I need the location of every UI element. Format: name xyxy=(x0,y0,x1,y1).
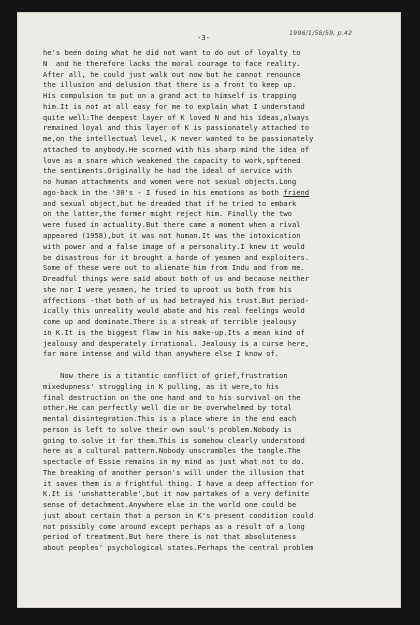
text-line: mixedupness' struggling in K pulling, as it were,to his xyxy=(43,381,280,391)
text-line: on the latter,the former might reject him. Finally the two xyxy=(43,209,292,219)
text-line: After all, he could just walk out now but he cannot renounce xyxy=(43,69,301,79)
archive-reference-note: 1996/1/58/59, p.42 xyxy=(289,29,353,37)
paragraph-2 xyxy=(43,371,393,554)
underlined-word: friend xyxy=(283,187,310,197)
letter-body xyxy=(43,48,393,554)
text-line: and sexual object,but he dreaded that if he tried to embark xyxy=(43,198,297,208)
page-number: -3- xyxy=(197,33,210,42)
text-line: K.It is 'unshatterable',but it now partakes of a very definite xyxy=(43,489,310,499)
text-line: Some of these were out to alienate him from Indu and from me. xyxy=(43,263,305,273)
text-line: ically this unreality would abate and his real feelings would xyxy=(43,306,305,316)
text-line: The breaking of another person's will under the illusion that xyxy=(43,467,305,477)
text-line: affections -that both of us had betrayed his trust.But period- xyxy=(43,295,310,305)
paragraph-gap xyxy=(43,360,393,371)
text-line: final destruction on the one hand and to his survival on the xyxy=(43,392,301,402)
text-line: ago-back in the '30's - I fused in his emotions as both friend xyxy=(43,187,310,197)
text-line: remained loyal and this layer of K is passionately attached to xyxy=(43,123,310,133)
text-line: the illusion and delusion that there is a front to keep up. xyxy=(43,80,297,90)
text-line: me,on the intellectual level, K never wanted to be passionately xyxy=(43,134,314,144)
text-line: it saves them is a frightful thing. I have a deep affection for xyxy=(43,478,314,488)
text-line: person is left to solve their own soul's problem.Nobody is xyxy=(43,424,292,434)
text-line: sense of detachment.Anywhere else in the world one could be xyxy=(43,500,297,510)
text-line: other.He can perfectly well die or be overwhelmed by total xyxy=(43,403,292,413)
text-line: far more intense and wild than anywhere else I know of. xyxy=(43,349,280,359)
text-line: him.It is not at all easy for me to explain what I understand xyxy=(43,101,305,111)
text-line: quite well:The deepest layer of K loved N and his ideas,always xyxy=(43,112,310,122)
text-line: Dreadful things were said about both of us and because neither xyxy=(43,274,310,284)
text-line: love as a snare which weakened the capacity to work,spftened xyxy=(43,155,301,165)
text-line: spectacle of Essie remains in my mind as just what not to do. xyxy=(43,457,305,467)
text-line: come up and dominate.There is a streak of terrible jealousy xyxy=(43,317,297,327)
text-line: not possibly come around except perhaps as a result of a long xyxy=(43,521,305,531)
text-line: she nor I were yesmen, he tried to uproot us both from his xyxy=(43,284,292,294)
text-line: attached to anybody.He scorned with his sharp mind the idea of xyxy=(43,144,310,154)
text-line: N and he therefore lacks the moral courage to face reality. xyxy=(43,58,301,68)
text-line: going to solve it for them.This is somehow clearly understood xyxy=(43,435,305,445)
text-line: be disastrous for it brought a horde of yesmen and exploiters. xyxy=(43,252,310,262)
text-line: mental disintegration.This is a place where in the end each xyxy=(43,414,297,424)
text-line: about peoples' psychological states.Perhaps the central problem xyxy=(43,543,314,553)
text-line: period of treatment.But here there is not that absoluteness xyxy=(43,532,297,542)
text-line: with power and a false image of a personality.I knew it would xyxy=(43,241,305,251)
text-line: just about certain that a person in K's present condition could xyxy=(43,510,314,520)
typed-letter-page xyxy=(17,12,401,608)
text-line: His compulsion to put on a grand act to himself is trapping xyxy=(43,91,297,101)
text-line: no human attachments and women were not sexual objects.Long xyxy=(43,177,297,187)
text-line: were fused in actuality.But there came a moment when a rival xyxy=(43,220,301,230)
text-line: jealousy and desperately irrational. Jealousy is a curse here, xyxy=(43,338,310,348)
text-line: Now there is a titantic conflict of grief,frustration xyxy=(43,370,288,380)
text-line: the sentiments.Originally he had the ideal of service with xyxy=(43,166,292,176)
text-line: here as a cultural pattern.Nobody unscrambles the tangle.The xyxy=(43,446,301,456)
paragraph-1 xyxy=(43,48,393,360)
text-line: he's been doing what he did not want to do out of loyalty to xyxy=(43,48,301,57)
text-line: appeared (1958),but it was not human.It was the intoxication xyxy=(43,231,301,241)
text-line: in K.It is the biggest flaw in his make-up.Its a mean kind of xyxy=(43,327,305,337)
